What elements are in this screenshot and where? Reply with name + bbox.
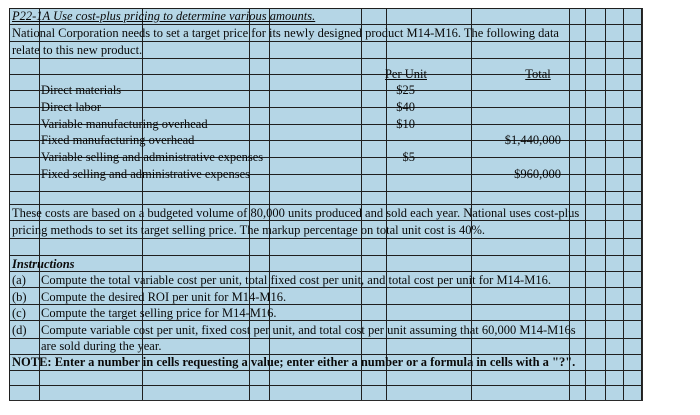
intro-line-2: relate to this new product. xyxy=(12,43,143,57)
cost-row-label: Direct materials xyxy=(41,83,122,97)
cost-row-total: $1,440,000 xyxy=(504,133,561,147)
cost-row-label: Fixed manufacturing overhead xyxy=(41,133,195,147)
instruction-letter: (d) xyxy=(12,323,27,337)
instruction-letter: (a) xyxy=(12,273,26,287)
intro-line-1: National Corporation needs to set a target price for its newly designed product M14-M16. The following data xyxy=(12,26,559,40)
instruction-text: Compute variable cost per unit, fixed cost per unit, and total cost per unit assuming that 60,000 M14-M16s xyxy=(41,323,576,337)
spreadsheet-grid[interactable] xyxy=(9,8,643,401)
instruction-text-continued: are sold during the year. xyxy=(41,339,162,353)
note: NOTE: Enter a number in cells requesting a value; enter either a number or a formula in cells with a "?". xyxy=(12,355,576,369)
instruction-text: Compute the total variable cost per unit, total fixed cost per unit, and total cost per unit for M14-M16. xyxy=(41,273,551,287)
cost-row-label: Fixed selling and administrative expenses xyxy=(41,167,250,181)
cost-row-per-unit: $10 xyxy=(396,117,415,131)
total-header: Total xyxy=(525,67,551,81)
cost-row-per-unit: $5 xyxy=(402,150,415,164)
per-unit-header: Per Unit xyxy=(384,67,427,81)
cost-row-label: Variable selling and administrative expenses xyxy=(41,150,264,164)
paragraph-line-1: These costs are based on a budgeted volume of 80,000 units produced and sold each year. National uses cost-plus xyxy=(12,206,580,220)
instruction-text: Compute the target selling price for M14-M16. xyxy=(41,306,277,320)
cost-row-total: $960,000 xyxy=(514,167,561,181)
page-title: P22-1A Use cost-plus pricing to determine various amounts. xyxy=(12,9,316,23)
cost-row-per-unit: $25 xyxy=(396,83,415,97)
cost-row-per-unit: $40 xyxy=(396,100,415,114)
instruction-text: Compute the desired ROI per unit for M14-M16. xyxy=(41,290,287,304)
paragraph-line-2: pricing methods to set its target selling price. The markup percentage on total unit cost is 40%. xyxy=(12,223,486,237)
instruction-letter: (c) xyxy=(12,306,26,320)
cost-row-label: Direct labor xyxy=(41,100,102,114)
instructions-heading: Instructions xyxy=(12,257,75,271)
instruction-letter: (b) xyxy=(12,290,27,304)
cost-row-label: Variable manufacturing overhead xyxy=(41,117,208,131)
